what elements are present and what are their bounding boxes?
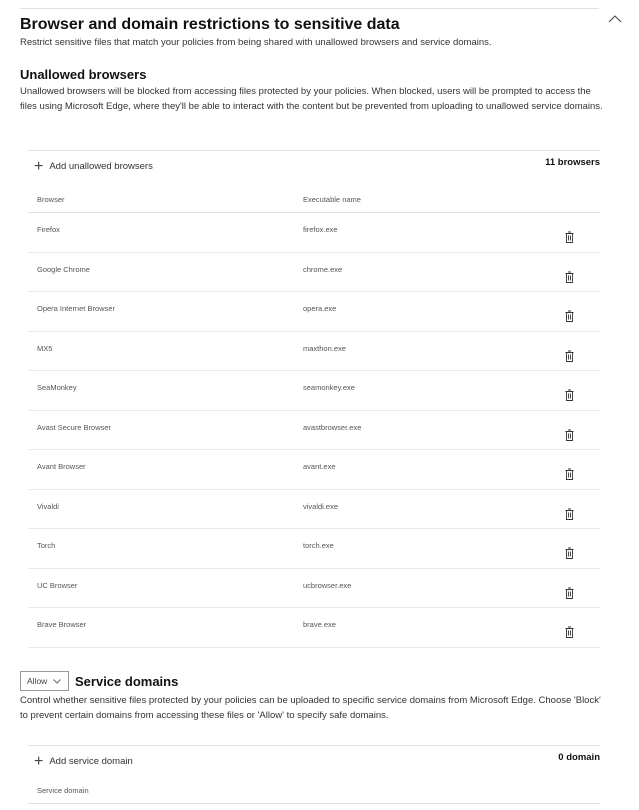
table-row[interactable]	[28, 332, 600, 372]
table-row[interactable]	[28, 371, 600, 411]
executable-name: chrome.exe	[303, 264, 343, 274]
trash-icon[interactable]	[565, 231, 574, 243]
executable-name: brave.exe	[303, 620, 336, 629]
trash-icon[interactable]	[565, 310, 574, 322]
trash-icon[interactable]	[565, 271, 574, 283]
table-row[interactable]	[28, 490, 600, 530]
table-row[interactable]	[28, 529, 600, 569]
browser-name: MX5	[37, 343, 53, 353]
add-unallowed-browsers-button[interactable]	[34, 157, 153, 175]
table-row[interactable]	[28, 569, 600, 609]
trash-icon[interactable]	[565, 547, 574, 559]
browser-name: Avast Secure Browser	[37, 422, 112, 432]
table-top-border	[28, 150, 600, 151]
table-row[interactable]	[28, 411, 600, 451]
domain-table-top-border	[28, 745, 600, 746]
table-row[interactable]	[28, 213, 600, 253]
plus-icon: +	[34, 752, 44, 770]
plus-icon: +	[34, 157, 44, 175]
executable-name: torch.exe	[303, 541, 334, 550]
browser-name: Torch	[37, 541, 56, 550]
table-row[interactable]	[28, 253, 600, 293]
table-row[interactable]	[28, 608, 600, 648]
trash-icon[interactable]	[565, 508, 574, 520]
trash-icon[interactable]	[565, 626, 574, 638]
browser-name: Vivaldi	[37, 501, 59, 511]
executable-name: vivaldi.exe	[303, 501, 339, 511]
top-divider	[20, 8, 599, 9]
unallowed-browsers-description: Unallowed browsers will be blocked from accessing files protected by your policies. When blocked, users will be prompted to access the files using Microsoft Edge, where they'll be able to interact with the content but be prevented from uploading to unallowed service domains.	[20, 86, 603, 112]
table-row[interactable]	[28, 450, 600, 490]
trash-icon[interactable]	[565, 389, 574, 401]
executable-name: firefox.exe	[303, 225, 338, 234]
unallowed-browsers-heading: Unallowed browsers	[20, 67, 147, 82]
executable-name: ucbrowser.exe	[303, 580, 352, 590]
browser-count: 11 browsers	[545, 157, 600, 168]
executable-name: opera.exe	[303, 304, 337, 313]
browser-name: UC Browser	[37, 580, 78, 590]
section-title: Browser and domain restrictions to sensitive data	[20, 16, 400, 33]
service-domains-heading: Service domains	[75, 674, 179, 689]
domain-mode-select[interactable]	[20, 671, 69, 691]
service-domains-description: Control whether sensitive files protected by your policies can be uploaded to specific service domains from Microsoft Edge. Choose 'Block' to prevent certain domains from accessing these files or 'Allow' to specify safe domains.	[20, 695, 601, 721]
browser-name: Firefox	[37, 225, 60, 234]
chevron-up-icon[interactable]	[608, 14, 622, 24]
add-label: Add unallowed browsers	[49, 161, 153, 172]
browser-name: SeaMonkey	[37, 383, 77, 392]
domain-count: 0 domain	[558, 752, 600, 763]
section-description: Restrict sensitive files that match your policies from being shared with unallowed browsers and service domains.	[20, 37, 492, 48]
executable-name: avastbrowser.exe	[303, 422, 362, 432]
domain-mode-value: Allow	[27, 676, 48, 686]
browser-name: Opera Internet Browser	[37, 304, 115, 313]
domain-header-border	[28, 803, 600, 804]
trash-icon[interactable]	[565, 429, 574, 441]
browser-name: Avant Browser	[37, 462, 86, 471]
executable-name: avant.exe	[303, 462, 336, 471]
table-row[interactable]	[28, 292, 600, 332]
browser-name: Brave Browser	[37, 620, 87, 629]
chevron-down-icon	[53, 679, 61, 684]
executable-name: seamonkey.exe	[303, 383, 355, 392]
trash-icon[interactable]	[565, 587, 574, 599]
column-header-executable[interactable]: Executable name	[303, 195, 361, 204]
column-header-browser[interactable]: Browser	[37, 195, 65, 204]
add-label: Add service domain	[49, 756, 133, 767]
column-header-service-domain[interactable]: Service domain	[37, 786, 89, 795]
browser-name: Google Chrome	[37, 264, 90, 274]
trash-icon[interactable]	[565, 350, 574, 362]
executable-name: maxthon.exe	[303, 343, 346, 353]
add-service-domain-button[interactable]	[34, 752, 133, 770]
trash-icon[interactable]	[565, 468, 574, 480]
